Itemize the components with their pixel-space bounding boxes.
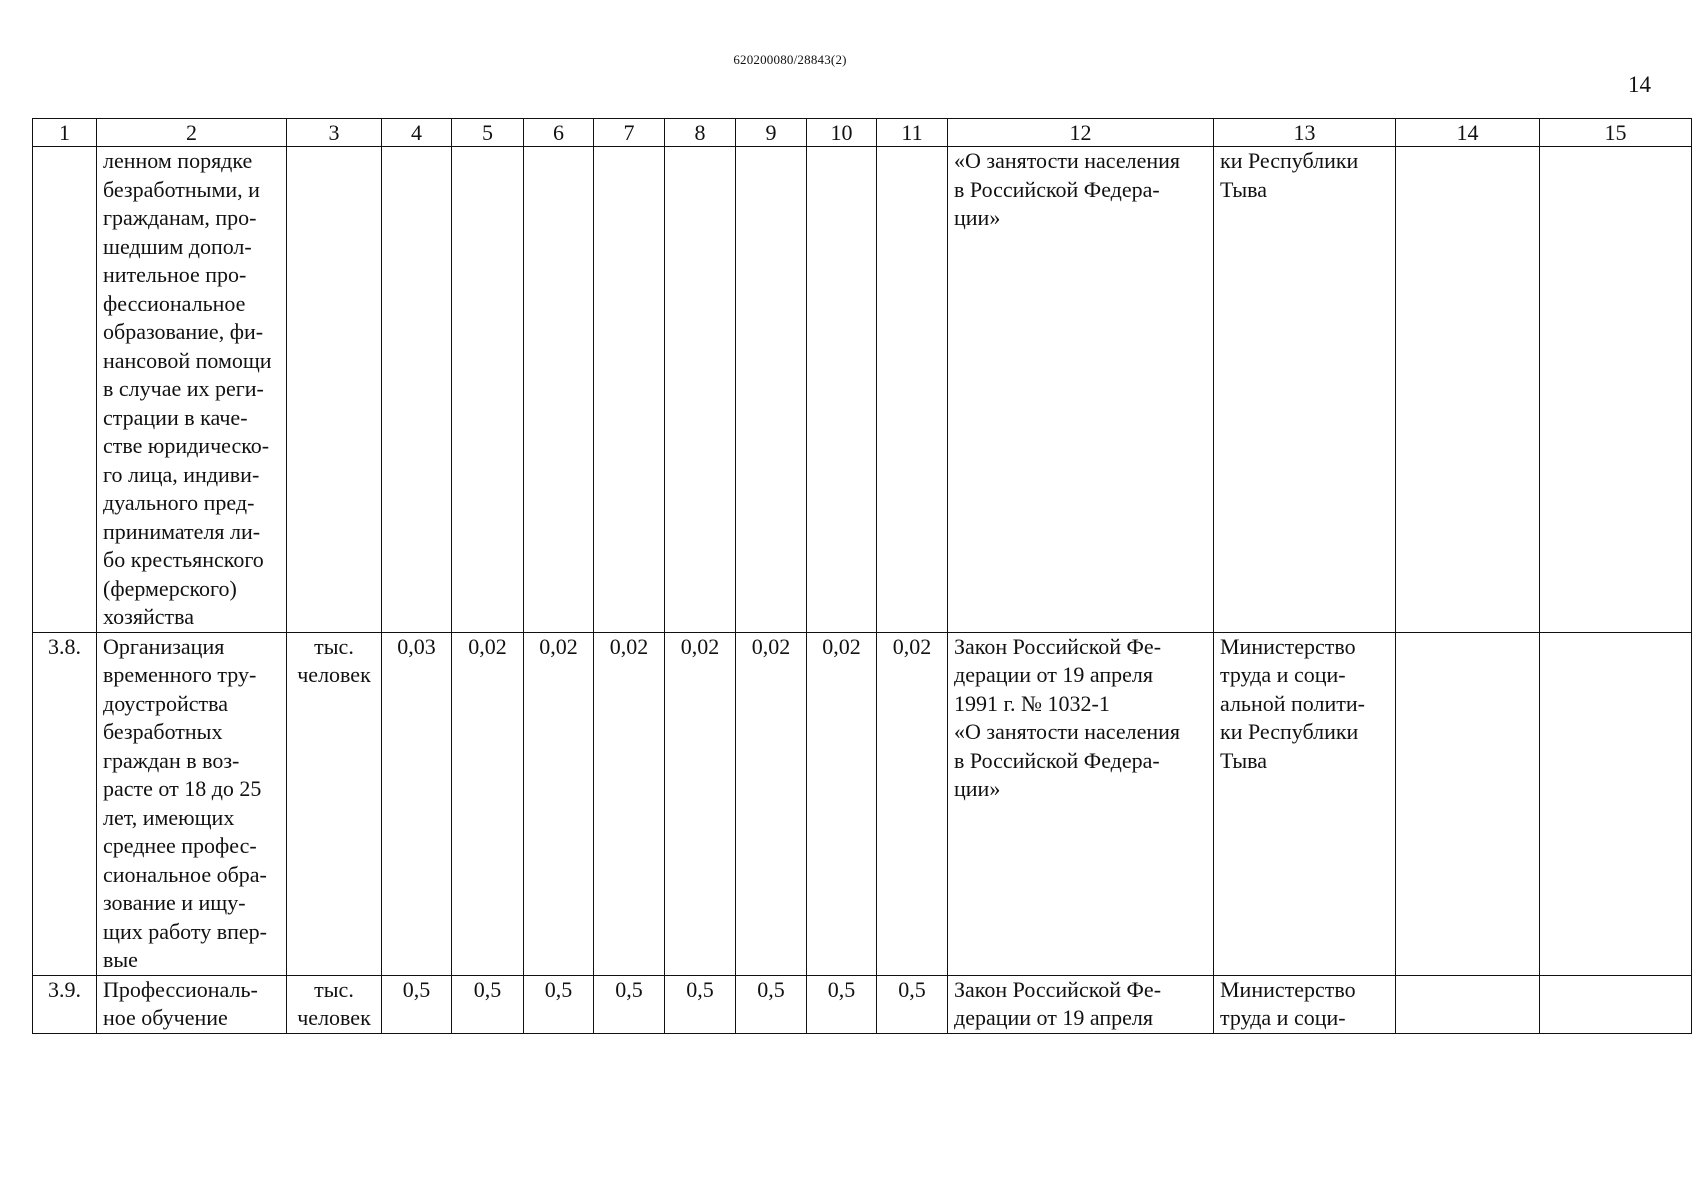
column-14-cell [1396,632,1540,975]
column-number: 5 [452,119,524,147]
column-15-cell [1540,632,1692,975]
column-number: 7 [594,119,665,147]
column-15-cell [1540,147,1692,633]
item-number: 3.9. [33,975,97,1033]
column-number: 12 [948,119,1214,147]
value-cell: 0,5 [382,975,452,1033]
legal-basis: «О занятости населения в Российской Федера- ции» [948,147,1214,633]
value-cell: 0,03 [382,632,452,975]
value-cell [807,147,877,633]
column-number: 2 [97,119,287,147]
measure-name: Организация временного тру- доустройства безработных граждан в воз- расте от 18 до 25 лет, имеющих среднее профес- сиональное обра- зование и ищу- щих работу впер- вые [97,632,287,975]
column-number: 13 [1214,119,1396,147]
item-number [33,147,97,633]
value-cell [524,147,594,633]
document-id: 620200080/28843(2) [733,52,847,67]
value-cell: 0,5 [877,975,948,1033]
value-cell: 0,02 [594,632,665,975]
unit: тыс. человек [287,632,382,975]
column-14-cell [1396,147,1540,633]
unit [287,147,382,633]
column-number: 8 [665,119,736,147]
value-cell: 0,02 [452,632,524,975]
value-cell: 0,5 [807,975,877,1033]
value-cell [736,147,807,633]
value-cell: 0,02 [665,632,736,975]
value-cell [452,147,524,633]
column-number: 3 [287,119,382,147]
column-number: 1 [33,119,97,147]
value-cell [594,147,665,633]
column-number: 15 [1540,119,1692,147]
program-measures-table [32,118,1692,1034]
value-cell: 0,5 [665,975,736,1033]
table-row [33,975,1692,1033]
legal-basis: Закон Российской Фе- дерации от 19 апреля [948,975,1214,1033]
executor: Министерство труда и соци- альной полити- ки Республики Тыва [1214,632,1396,975]
value-cell [665,147,736,633]
value-cell: 0,02 [524,632,594,975]
unit: тыс. человек [287,975,382,1033]
page-number: 14 [1628,72,1651,97]
value-cell: 0,5 [594,975,665,1033]
column-number: 11 [877,119,948,147]
column-number: 4 [382,119,452,147]
value-cell: 0,5 [524,975,594,1033]
column-number: 14 [1396,119,1540,147]
column-14-cell [1396,975,1540,1033]
measure-name: ленном порядке безработными, и гражданам, про- шедшим допол- нительное про- фессиональное образование, фи- нансовой помощи в случае их реги- страции в каче- стве юридическо- го лица, индиви- дуального пред- принимателя ли- бо крестьянского (фермерского) хозяйства [97,147,287,633]
column-number: 10 [807,119,877,147]
value-cell: 0,02 [736,632,807,975]
measure-name: Профессиональ- ное обучение [97,975,287,1033]
value-cell: 0,02 [807,632,877,975]
table-row [33,632,1692,975]
executor: ки Республики Тыва [1214,147,1396,633]
value-cell [877,147,948,633]
table-row [33,147,1692,633]
column-number-row [33,119,1692,147]
legal-basis: Закон Российской Фе- дерации от 19 апреля 1991 г. № 1032-1 «О занятости населения в Российской Федера- ции» [948,632,1214,975]
value-cell: 0,5 [452,975,524,1033]
column-number: 9 [736,119,807,147]
value-cell: 0,02 [877,632,948,975]
value-cell: 0,5 [736,975,807,1033]
item-number: 3.8. [33,632,97,975]
executor: Министерство труда и соци- [1214,975,1396,1033]
column-number: 6 [524,119,594,147]
value-cell [382,147,452,633]
column-15-cell [1540,975,1692,1033]
